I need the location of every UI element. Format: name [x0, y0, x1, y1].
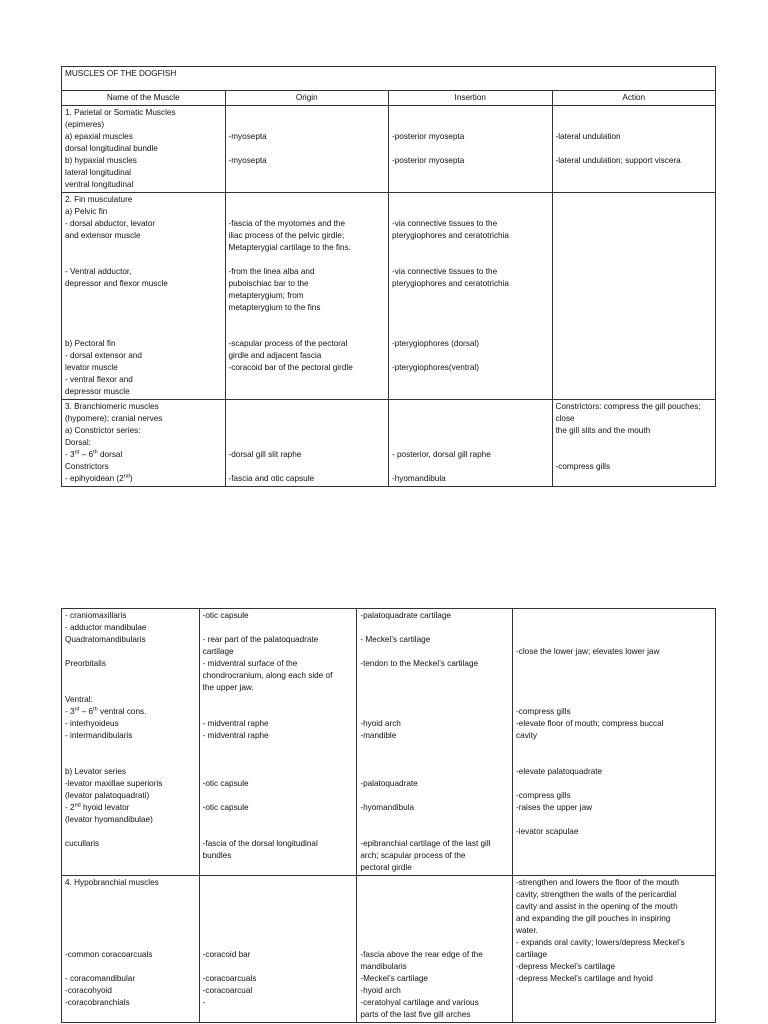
muscle-insertion: -fascia above the rear edge of the mandibularis -Meckel’s cartilage -hyoid arch -ceratohyal cartilage and various parts of the last five gill arches: [357, 876, 513, 1023]
muscle-action: [552, 193, 716, 400]
name-text: ): [129, 474, 133, 483]
muscle-action: -lateral undulation -lateral undulation; support viscera: [552, 106, 716, 193]
header-origin: Origin: [225, 91, 389, 106]
muscle-action: -close the lower jaw; elevates lower jaw -compress gills -elevate floor of mouth; compress buccal cavity -elevate palatoquadrate -compress gills -raises the upper jaw -levator scapulae: [513, 609, 716, 876]
ordinal-sup: th: [93, 706, 98, 713]
ordinal-sup: th: [93, 449, 98, 456]
table-row: [62, 193, 716, 400]
muscle-origin: -myosepta -myosepta: [225, 106, 389, 193]
header-name: Name of the Muscle: [62, 91, 226, 106]
muscle-origin: -fascia of the myotomes and the iliac process of the pelvic girdle; Metapterygial cartilage to the fins. -from the linea alba and puboischiac bar to the metapterygium; from metapterygium to the fins -scapular process of the pectoral girdle and adjacent fascia -coracoid bar of the pectoral girdle: [225, 193, 389, 400]
muscle-insertion: -via connective tissues to the pterygiophores and ceratotrichia -via connective tissues to the pterygiophores and ceratotrichia -pterygiophores (dorsal) -pterygiophores(ventral): [389, 193, 553, 400]
ordinal-sup: rd: [74, 706, 80, 713]
name-text: – 6: [79, 450, 94, 459]
table-row: [62, 106, 716, 193]
muscle-insertion: - posterior, dorsal gill raphe -hyomandibula: [389, 400, 553, 487]
muscle-origin: -coracoid bar -coracoarcuals -coracoarcual -: [199, 876, 357, 1023]
muscle-name: 1. Parietal or Somatic Muscles (epimeres) a) epaxial muscles dorsal longitudinal bundle b) hypaxial muscles lateral longitudinal ventral longitudinal: [62, 106, 226, 193]
header-insertion: Insertion: [389, 91, 553, 106]
muscle-action: -strengthen and lowers the floor of the mouth cavity, strengthen the walls of the pericardial cavity and assist in the opening of the mouth and expanding the gill pouches in inspiring water. - expands oral cavity; lowers/depress Meckel’s cartilage -depress Meckel’s cartilage -depress Meckel’s cartilage and hyoid: [513, 876, 716, 1023]
muscle-origin: -dorsal gill slit raphe -fascia and otic capsule: [225, 400, 389, 487]
table-row: [62, 609, 716, 876]
muscle-name: [62, 609, 200, 876]
ordinal-sup: nd: [74, 802, 81, 809]
name-text: 3. Branchiomeric muscles (hypomere); cranial nerves a) Constrictor series: Dorsal: - 3: [65, 402, 163, 459]
ordinal-sup: rd: [74, 449, 80, 456]
header-row: [62, 91, 716, 106]
muscles-table-page-1: [61, 66, 716, 487]
name-text: - craniomaxillaris - adductor mandibulae Quadratomandibularis Preorbitalis Ventral: - 3: [65, 611, 147, 716]
muscles-table-page-2: [61, 608, 716, 1023]
table-row: [62, 876, 716, 1023]
name-text: – 6: [79, 707, 94, 716]
muscle-name: [62, 400, 226, 487]
muscle-origin: -otic capsule - rear part of the palatoquadrate cartilage - midventral surface of the chondrocranium, along each side of the upper jaw. - midventral raphe - midventral raphe -otic capsule -otic capsule -fascia of the dorsal longitudinal bundles: [199, 609, 357, 876]
muscle-action: Constrictors: compress the gill pouches; close the gill slits and the mouth -compress gills: [552, 400, 716, 487]
muscle-insertion: -posterior myosepta -posterior myosepta: [389, 106, 553, 193]
ordinal-sup: nd: [123, 473, 130, 480]
muscle-insertion: -palatoquadrate cartilage - Meckel’s cartilage -tendon to the Meckel’s cartilage -hyoid arch -mandible -palatoquadrate -hyomandibula -epibranchial cartilage of the last gill arch; scapular process of the pectoral girdle: [357, 609, 513, 876]
name-text: dorsal Constrictors - epihyoidean (2: [65, 450, 124, 483]
muscle-name: 2. Fin musculature a) Pelvic fin - dorsal abductor, levator and extensor muscle - Ventral adductor, depressor and flexor muscle b) Pectoral fin - dorsal extensor and levator muscle - ventral flexor and depressor muscle: [62, 193, 226, 400]
muscle-name: 4. Hypobranchial muscles -common coracoarcuals - coracomandibular -coracohyoid -coracobranchials: [62, 876, 200, 1023]
name-text: hyoid levator (levator hyomandibulae) cucullaris: [65, 803, 153, 848]
header-action: Action: [552, 91, 716, 106]
name-text: ventral cons. - interhyoideus - intermandibularis b) Levator series -levator maxillae superioris (levator palatoquadrati) - 2: [65, 707, 163, 812]
table-title: MUSCLES OF THE DOGFISH: [62, 67, 716, 91]
table-row: [62, 400, 716, 487]
